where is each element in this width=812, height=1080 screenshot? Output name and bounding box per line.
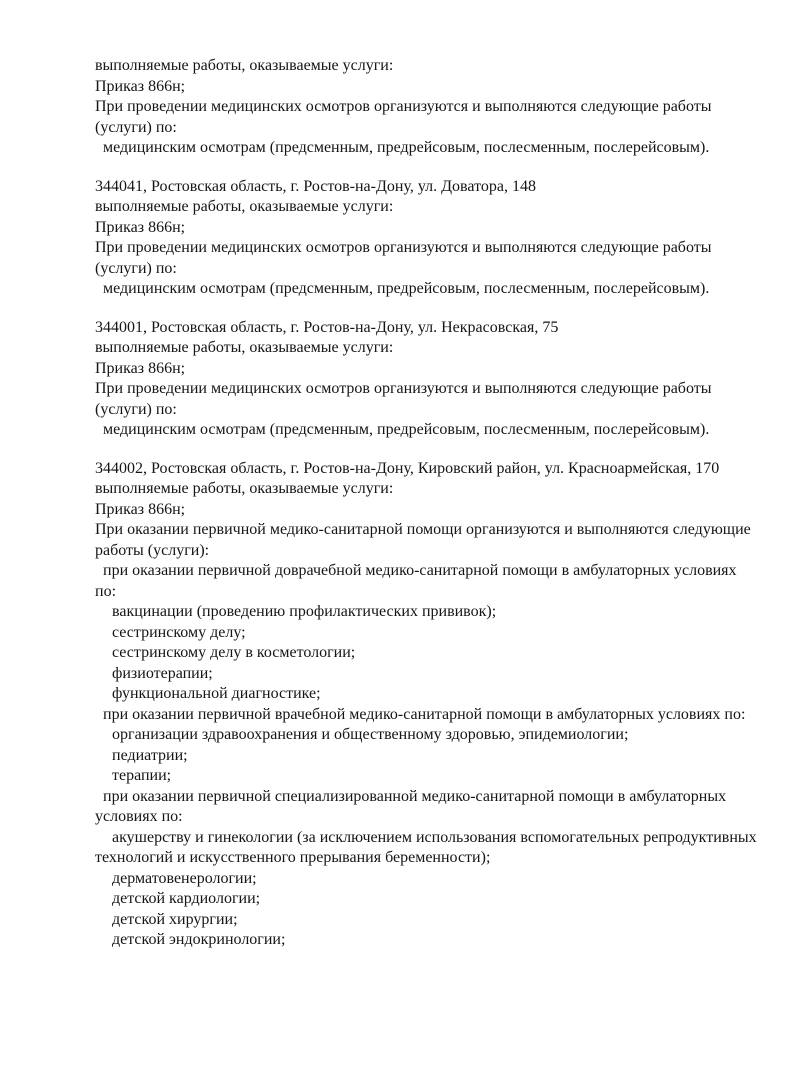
text-line: организации здравоохранения и общественному здоровью, эпидемиологии; [112,726,629,743]
text-line: детской хирургии; [112,910,238,928]
text-line: технологий и искусственного прерывания беременности); [95,849,491,866]
text-line: Приказ 866н; [95,77,186,95]
text-line: терапии; [112,767,172,784]
text-line: акушерству и гинекологии (за исключением использования вспомогательных репродуктивных [112,828,757,846]
text-line: физиотерапии; [112,664,213,682]
text-block [95,177,764,300]
text-line: медицинским осмотрам (предсменным, предрейсовым, послесменным, послерейсовым). [103,139,710,156]
text-line: выполняемые работы, оказываемые услуги: [95,480,394,497]
text-line: (услуги) по: [95,259,177,277]
text-line: (услуги) по: [95,400,177,418]
text-line: Приказ 866н; [95,359,186,377]
address-line: 344002, Ростовская область, г. Ростов-на-Дону, Кировский район, ул. Красноармейская, 170 [95,459,720,477]
text-line: Приказ 866н; [95,500,186,518]
text-line: условиях по: [95,808,183,825]
text-line: детской эндокринологии; [112,931,286,948]
text-line: При проведении медицинских осмотров организуются и выполняются следующие работы [95,239,712,256]
text-line: педиатрии; [112,746,188,764]
text-line: вакцинации (проведению профилактических прививок); [112,603,497,620]
text-line: медицинским осмотрам (предсменным, предрейсовым, послесменным, послерейсовым). [103,280,710,297]
text-line: выполняемые работы, оказываемые услуги: [95,198,394,215]
text-line: работы (услуги): [95,541,210,559]
text-line: сестринскому делу в косметологии; [112,644,356,661]
text-line: Приказ 866н; [95,218,186,236]
text-line: При проведении медицинских осмотров организуются и выполняются следующие работы [95,380,712,397]
text-line: При проведении медицинских осмотров организуются и выполняются следующие работы [95,98,712,115]
text-block [95,318,764,441]
address-line: 344041, Ростовская область, г. Ростов-на-Дону, ул. Доватора, 148 [95,177,536,195]
text-line: функциональной диагностике; [112,685,321,702]
text-line: детской кардиологии; [112,890,261,907]
text-line: выполняемые работы, оказываемые услуги: [95,57,394,74]
address-line: 344001, Ростовская область, г. Ростов-на-Дону, ул. Некрасовская, 75 [95,318,559,336]
text-line: (услуги) по: [95,118,177,136]
text-block [95,56,764,159]
text-line: При оказании первичной медико-санитарной помощи организуются и выполняются следующие [95,521,751,538]
text-line: медицинским осмотрам (предсменным, предрейсовым, послесменным, послерейсовым). [103,421,710,438]
text-line: выполняемые работы, оказываемые услуги: [95,339,394,356]
text-line: при оказании первичной врачебной медико-санитарной помощи в амбулаторных условиях по: [103,705,746,723]
text-line: при оказании первичной специализированной медико-санитарной помощи в амбулаторных [103,787,727,805]
text-line: дерматовенерологии; [112,869,257,887]
text-line: по: [95,582,117,600]
text-line: при оказании первичной доврачебной медико-санитарной помощи в амбулаторных условиях [103,562,737,579]
text-line: сестринскому делу; [112,623,246,641]
text-block [95,459,764,951]
